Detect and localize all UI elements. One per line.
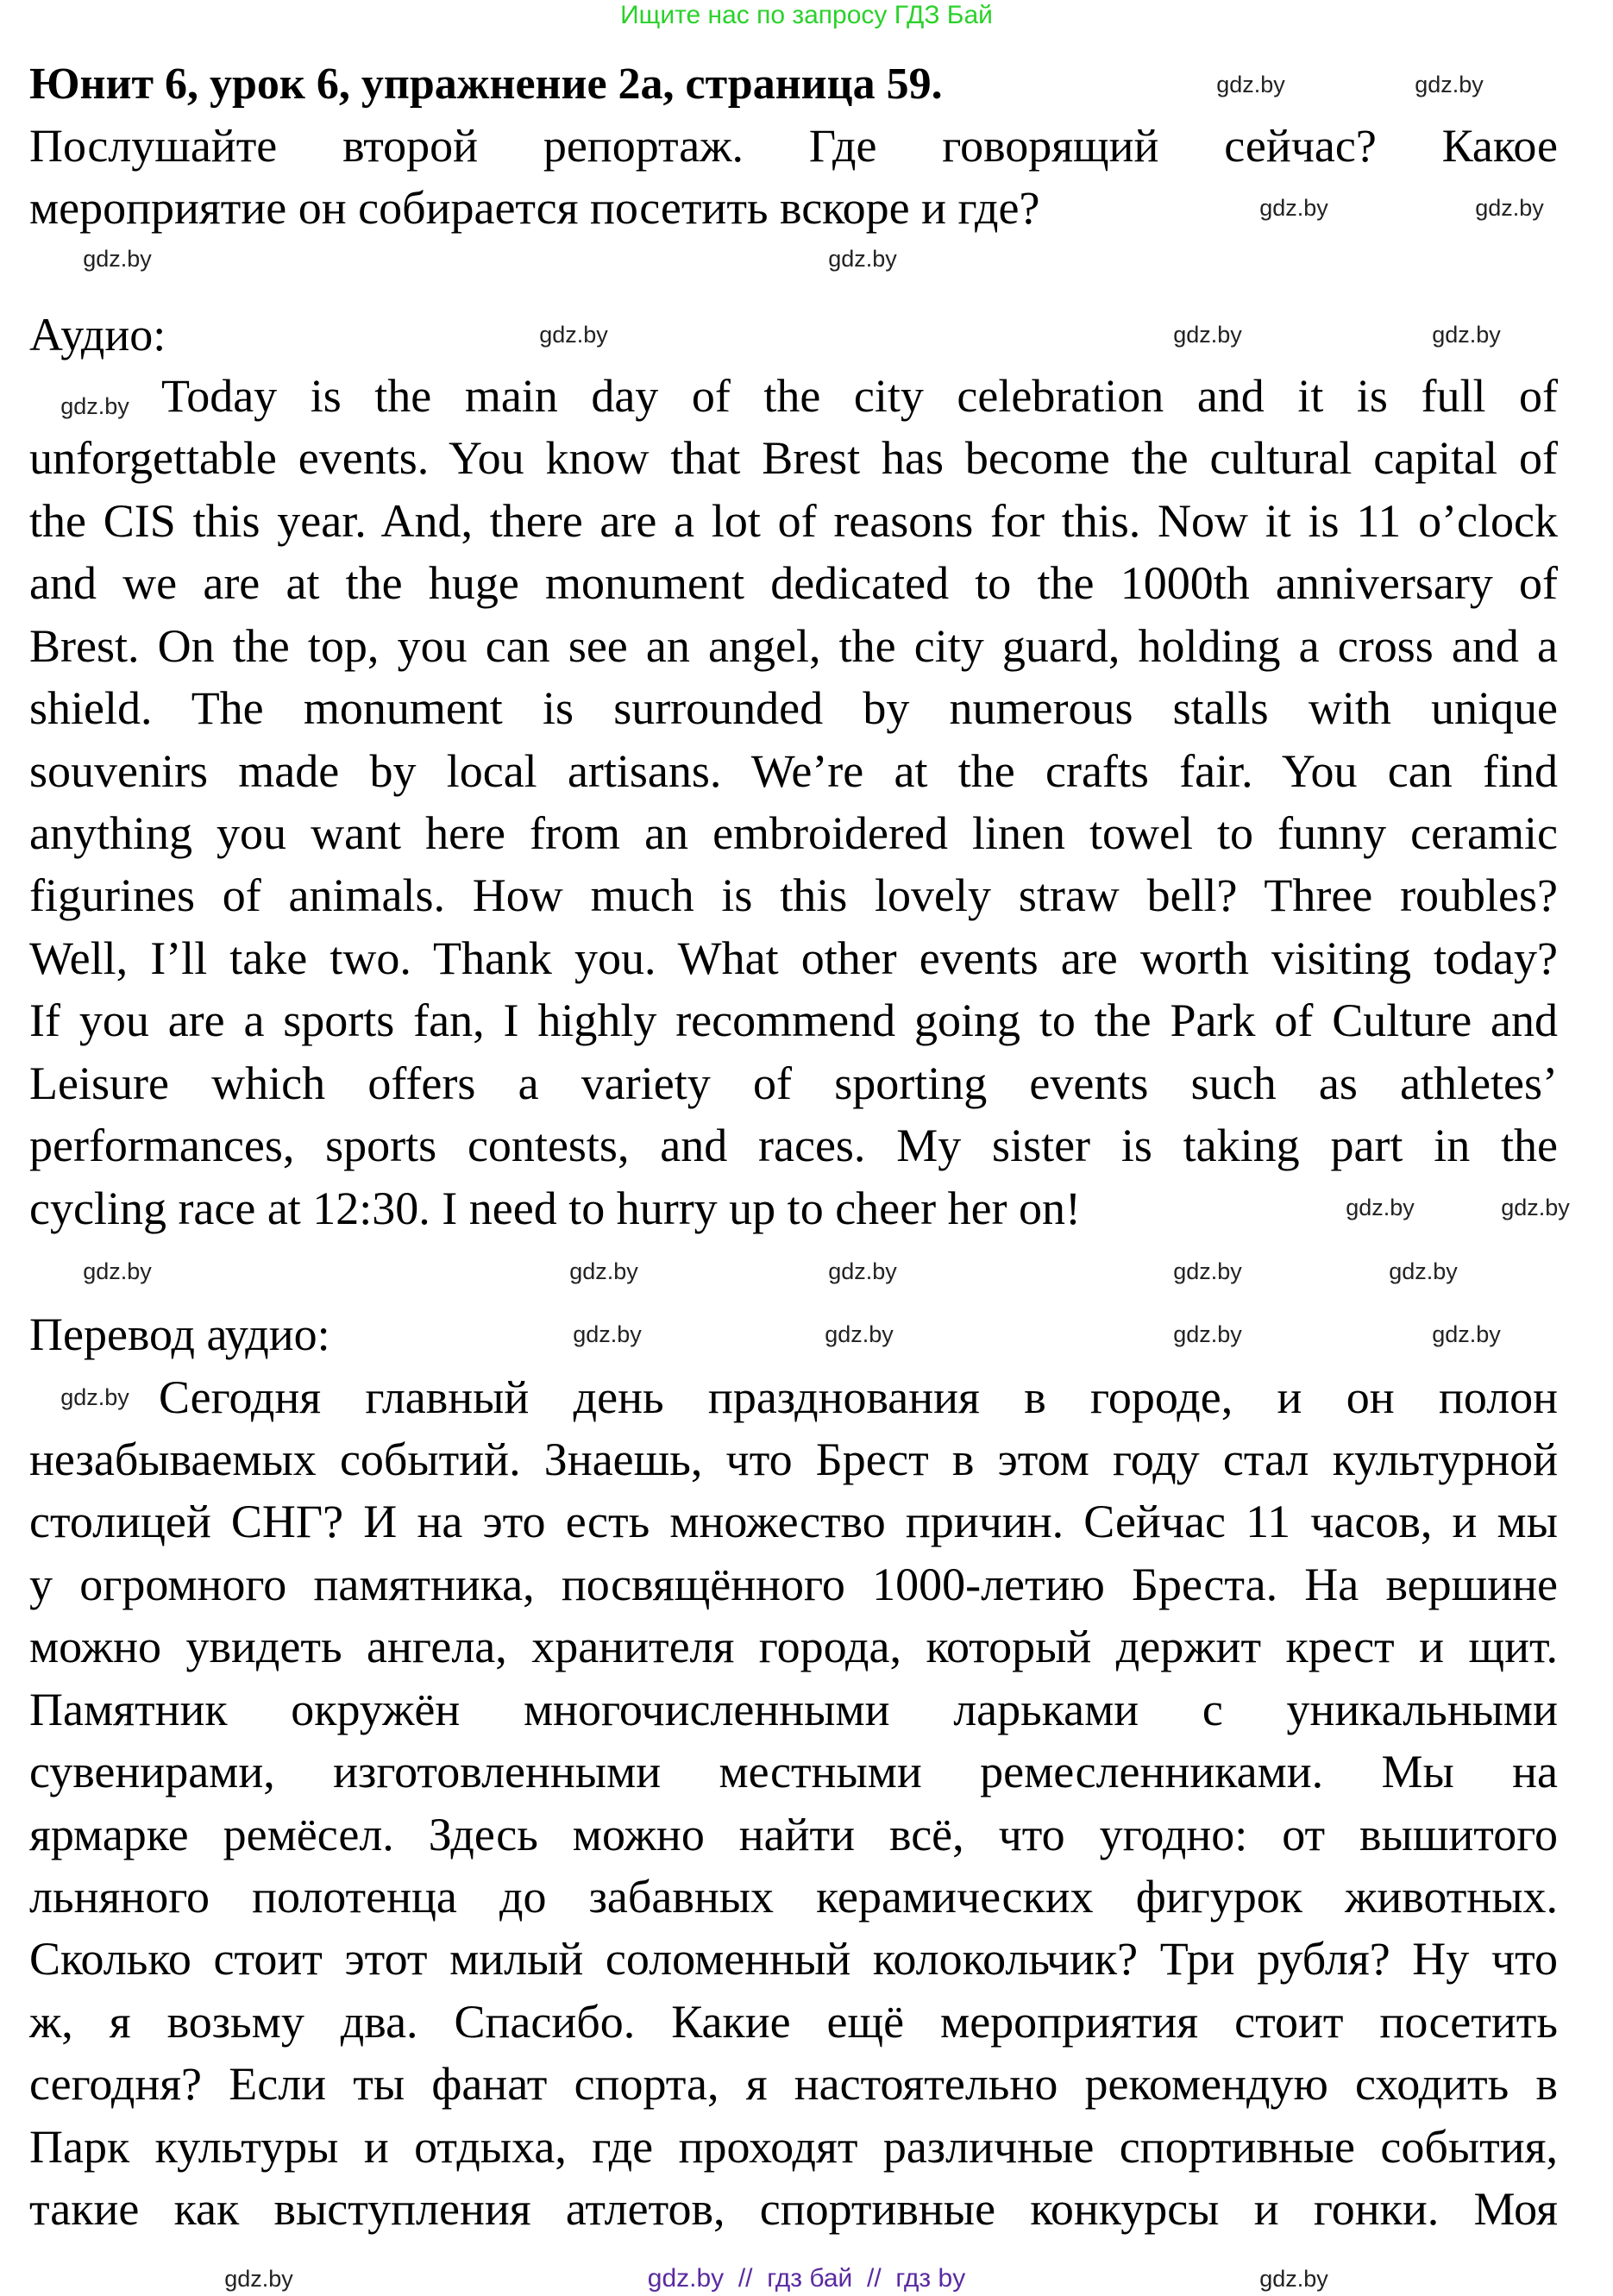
audio-line: anything you want here from an embroidered linen towel to funny ceramic: [29, 807, 1558, 859]
watermark: gdz.by: [1259, 195, 1328, 221]
watermark: gdz.by: [539, 322, 608, 348]
watermark: gdz.by: [828, 246, 897, 272]
page-title: Юнит 6, урок 6, упражнение 2а, страница 59.: [29, 60, 943, 109]
watermark: gdz.by: [1173, 1321, 1242, 1347]
audio-line: performances, sports contests, and races. My sister is taking part in the: [29, 1120, 1558, 1171]
audio-line: shield. The monument is surrounded by numerous stalls with unique: [29, 682, 1558, 734]
search-banner: Ищите нас по запросу ГДЗ Бай: [620, 1, 993, 29]
watermark: gdz.by: [1432, 1321, 1501, 1347]
watermark: gdz.by: [825, 1321, 894, 1347]
audio-line: Today is the main day of the city celebration and it is full of: [161, 370, 1558, 422]
audio-line: cycling race at 12:30. I need to hurry up to cheer her on!: [29, 1183, 1082, 1234]
watermark: gdz.by: [1501, 1195, 1570, 1220]
watermark: gdz.by: [60, 393, 129, 419]
watermark: gdz.by: [1216, 72, 1285, 97]
translation-line: ж, я возьму два. Спасибо. Какие ещё мероприятия стоит посетить: [29, 1996, 1558, 2048]
translation-line: Сколько стоит этот милый соломенный колокольчик? Три рубля? Ну что: [29, 1933, 1558, 1985]
translation-line: Парк культуры и отдыха, где проходят различные спортивные события,: [29, 2121, 1558, 2173]
watermark: gdz.by: [83, 246, 152, 272]
translation-line: сегодня? Если ты фанат спорта, я настоятельно рекомендую сходить в: [29, 2058, 1558, 2110]
translation-line: такие как выступления атлетов, спортивные конкурсы и гонки. Моя: [29, 2183, 1558, 2235]
audio-label: Аудио:: [29, 309, 166, 361]
watermark: gdz.by: [1259, 2266, 1328, 2292]
audio-line: If you are a sports fan, I highly recommend going to the Park of Culture and: [29, 994, 1558, 1046]
watermark: gdz.by: [1432, 322, 1501, 348]
watermark: gdz.by: [1173, 1258, 1242, 1284]
translation-line: льняного полотенца до забавных керамических фигурок животных.: [29, 1871, 1558, 1923]
watermark: gdz.by: [1389, 1258, 1458, 1284]
audio-line: the CIS this year. And, there are a lot of reasons for this. Now it is 11 o’clock: [29, 495, 1558, 547]
translation-line: ярмарке ремёсел. Здесь можно найти всё, что угодно: от вышитого: [29, 1809, 1558, 1860]
watermark: gdz.by: [1475, 195, 1544, 221]
watermark: gdz.by: [83, 1258, 152, 1284]
watermark: gdz.by: [224, 2266, 293, 2292]
watermark: gdz.by: [1346, 1195, 1415, 1220]
translation-line: столицей СНГ? И на это есть множество причин. Сейчас 11 часов, и мы: [29, 1496, 1558, 1547]
translation-line: незабываемых событий. Знаешь, что Брест в этом году стал культурной: [29, 1433, 1558, 1485]
watermark: gdz.by: [1415, 72, 1484, 97]
translation-label: Перевод аудио:: [29, 1308, 330, 1360]
watermark: gdz.by: [60, 1384, 129, 1410]
audio-line: figurines of animals. How much is this lovely straw bell? Three roubles?: [29, 869, 1558, 921]
translation-line: можно увидеть ангела, хранителя города, который держит крест и щит.: [29, 1621, 1558, 1672]
task-line: Послушайте второй репортаж. Где говорящий сейчас? Какое: [29, 120, 1558, 172]
watermark: gdz.by: [573, 1321, 642, 1347]
watermark: gdz.by: [569, 1258, 638, 1284]
audio-line: Brest. On the top, you can see an angel, the city guard, holding a cross and a: [29, 620, 1558, 672]
footer-links: gdz.by // гдз бай // гдз by: [647, 2264, 966, 2293]
watermark: gdz.by: [1173, 322, 1242, 348]
audio-line: and we are at the huge monument dedicated to the 1000th anniversary of: [29, 557, 1558, 609]
watermark: gdz.by: [828, 1258, 897, 1284]
audio-line: Well, I’ll take two. Thank you. What other events are worth visiting today?: [29, 932, 1558, 984]
audio-line: souvenirs made by local artisans. We’re at the crafts fair. You can find: [29, 745, 1558, 797]
translation-line: Памятник окружён многочисленными ларьками с уникальными: [29, 1684, 1558, 1735]
task-line: мероприятие он собирается посетить вскоре и где?: [29, 182, 1040, 234]
audio-line: Leisure which offers a variety of sporting events such as athletes’: [29, 1057, 1558, 1109]
translation-line: сувенирами, изготовленными местными ремесленниками. Мы на: [29, 1746, 1558, 1797]
translation-line: Сегодня главный день празднования в городе, и он полон: [159, 1371, 1558, 1423]
translation-line: у огромного памятника, посвящённого 1000-летию Бреста. На вершине: [29, 1559, 1558, 1610]
audio-line: unforgettable events. You know that Brest has become the cultural capital of: [29, 432, 1558, 484]
